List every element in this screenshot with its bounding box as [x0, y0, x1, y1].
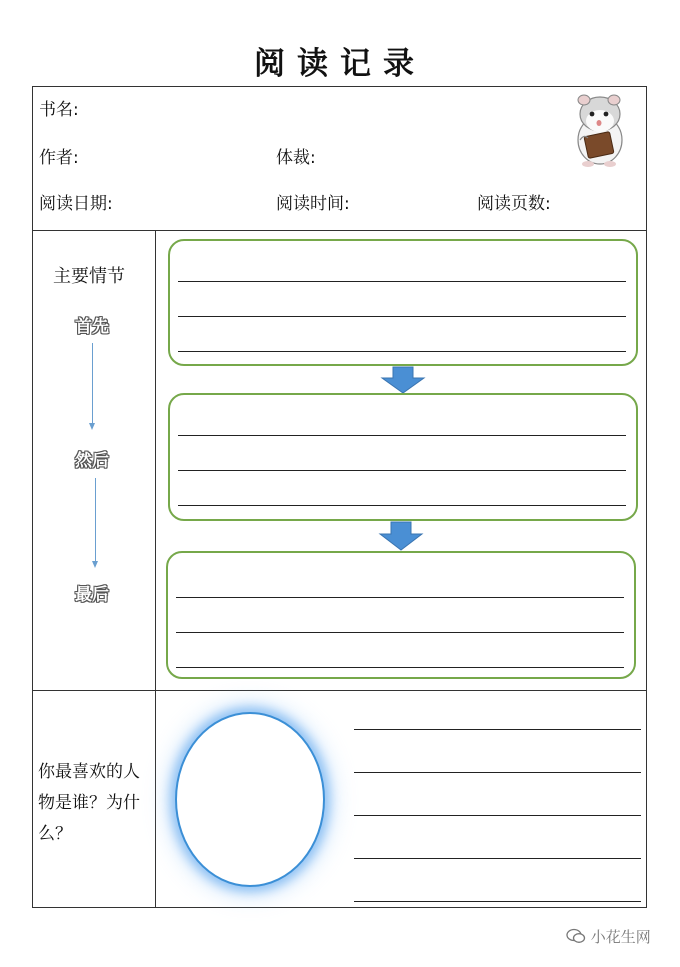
- favorite-character-question: 你最喜欢的人物是谁？为什么？: [38, 762, 140, 844]
- pages-read-field[interactable]: 阅读页数:: [477, 194, 551, 214]
- step-then-label: 然后: [75, 451, 109, 471]
- book-name-field[interactable]: 书名:: [39, 100, 79, 120]
- down-arrow-icon: [378, 521, 424, 551]
- step-flow-arrow-1: [92, 343, 93, 428]
- answer-line[interactable]: [354, 901, 641, 902]
- writing-line[interactable]: [176, 667, 624, 668]
- writing-line[interactable]: [178, 505, 626, 506]
- answer-line[interactable]: [354, 858, 641, 859]
- writing-line[interactable]: [178, 351, 626, 352]
- plot-box-then[interactable]: [168, 393, 638, 521]
- writing-line[interactable]: [176, 597, 624, 598]
- plot-box-finally[interactable]: [166, 551, 636, 679]
- author-field[interactable]: 作者:: [39, 148, 79, 168]
- down-arrow-icon: [380, 366, 426, 394]
- plot-box-first[interactable]: [168, 239, 638, 366]
- character-portrait-oval[interactable]: [175, 712, 325, 887]
- watermark: [566, 926, 651, 947]
- answer-line[interactable]: [354, 815, 641, 816]
- reading-time-field[interactable]: 阅读时间:: [276, 194, 350, 214]
- step-first-label: 首先: [75, 317, 109, 337]
- step-flow-arrow-2: [95, 478, 96, 566]
- writing-line[interactable]: [178, 470, 626, 471]
- section-divider-plot: [33, 690, 646, 691]
- column-divider: [155, 230, 156, 908]
- writing-line[interactable]: [178, 435, 626, 436]
- reading-date-field[interactable]: 阅读日期:: [39, 194, 113, 214]
- answer-line[interactable]: [354, 772, 641, 773]
- genre-field[interactable]: 体裁:: [276, 148, 316, 168]
- page-title: 阅读记录: [254, 46, 426, 82]
- answer-line[interactable]: [354, 729, 641, 730]
- wechat-icon: [566, 928, 586, 944]
- writing-line[interactable]: [178, 281, 626, 282]
- watermark-text: 小花生网: [590, 928, 651, 946]
- section-divider-info: [33, 230, 646, 231]
- hamster-reading-icon: [570, 92, 640, 168]
- writing-line[interactable]: [178, 316, 626, 317]
- writing-line[interactable]: [176, 632, 624, 633]
- plot-heading: 主要情节: [53, 266, 125, 287]
- step-finally-label: 最后: [75, 585, 109, 605]
